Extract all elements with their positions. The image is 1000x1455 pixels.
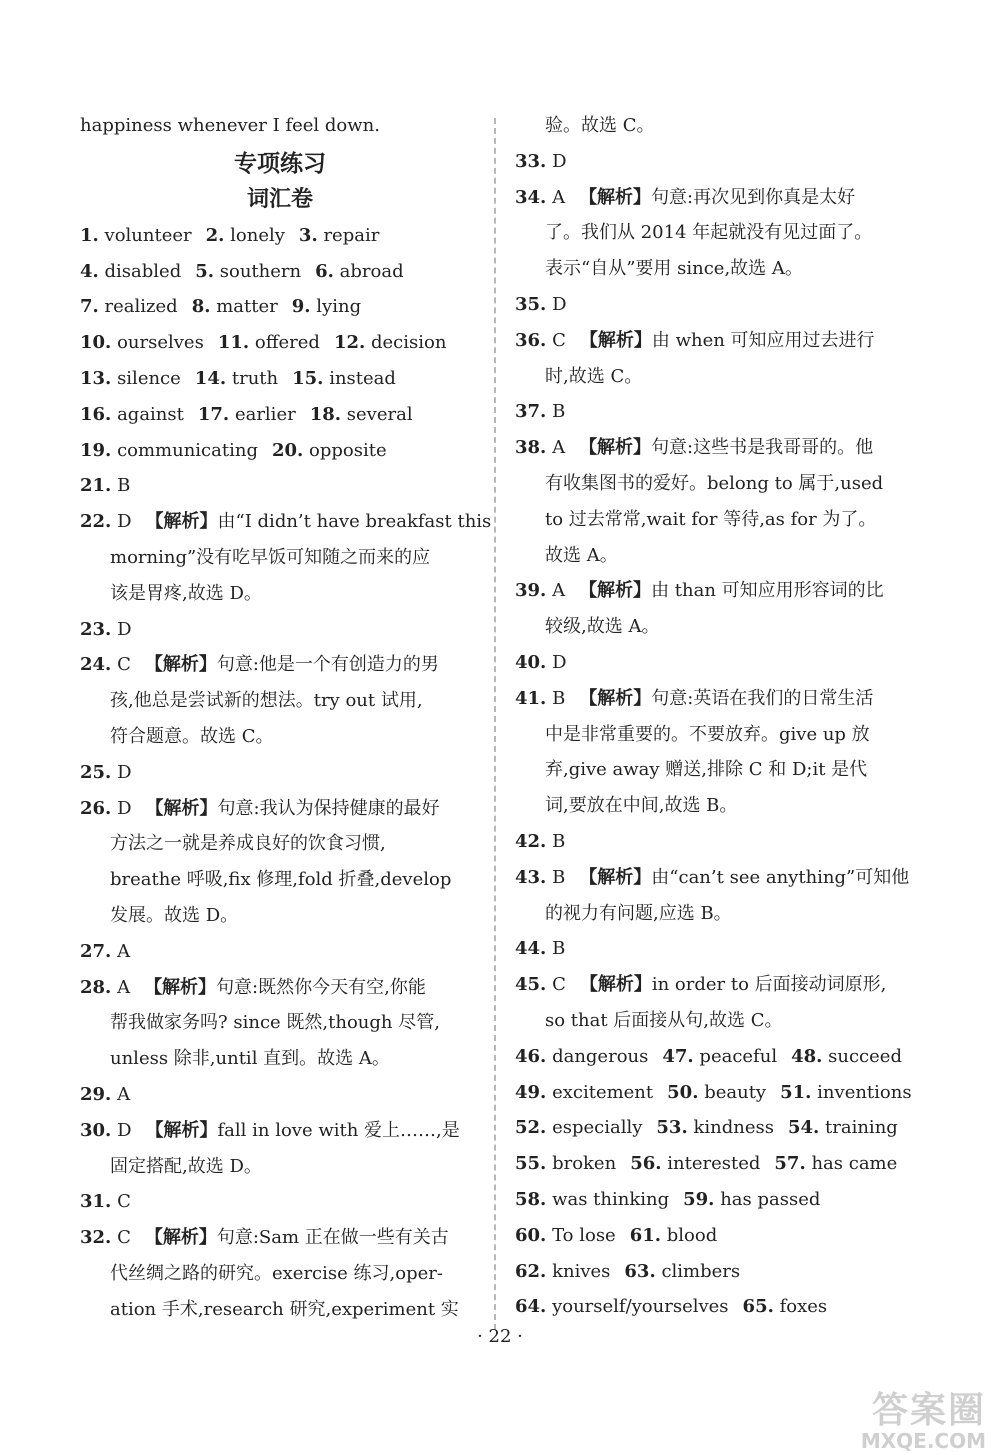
question-number: 22. bbox=[80, 511, 112, 533]
explanation-line: 句意:Sam 正在做一些有关古 bbox=[216, 1227, 449, 1249]
answer-item bbox=[515, 144, 915, 180]
answer-word: peaceful bbox=[699, 1045, 778, 1067]
question-number: 64. bbox=[515, 1296, 547, 1318]
question-number: 38. bbox=[515, 437, 547, 459]
question-number: 43. bbox=[515, 866, 547, 888]
answer-choice: B bbox=[552, 866, 566, 888]
question-number: 28. bbox=[80, 976, 112, 998]
explanation-line: 句意:他是一个有创造力的男 bbox=[216, 654, 439, 676]
question-number: 21. bbox=[80, 475, 112, 497]
answer-choice: D bbox=[117, 511, 132, 533]
analysis-tag: 【解析】 bbox=[145, 1119, 218, 1141]
answer-word: opposite bbox=[309, 439, 387, 461]
question-number: 32. bbox=[80, 1227, 112, 1249]
answer-word: communicating bbox=[117, 439, 258, 461]
right-column bbox=[515, 108, 915, 1325]
answer-item bbox=[515, 180, 915, 216]
answer-word: kindness bbox=[693, 1117, 774, 1139]
question-number: 33. bbox=[515, 150, 547, 172]
answer-item bbox=[80, 468, 480, 504]
question-number: 60. bbox=[515, 1224, 547, 1246]
question-number: 11. bbox=[217, 332, 250, 354]
question-number: 54. bbox=[787, 1117, 820, 1139]
answer-word: matter bbox=[216, 296, 278, 318]
explanation-line: 中是非常重要的。不要放弃。give up 放 bbox=[545, 723, 870, 745]
question-number: 42. bbox=[515, 830, 547, 852]
question-number: 56. bbox=[630, 1153, 662, 1175]
answer-choice: B bbox=[552, 830, 566, 852]
question-number: 65. bbox=[742, 1296, 774, 1318]
answer-item bbox=[80, 612, 480, 648]
question-number: 58. bbox=[515, 1188, 547, 1210]
explanation-line: 发展。故选 D。 bbox=[110, 904, 239, 926]
explanation-line: 由“I didn’t have breakfast this bbox=[217, 511, 492, 533]
explanation-line: 时,故选 C。 bbox=[545, 365, 643, 387]
question-number: 5. bbox=[195, 260, 215, 282]
answer-row bbox=[515, 1110, 915, 1146]
answer-word: succeed bbox=[828, 1045, 902, 1067]
answer-word: excitement bbox=[552, 1081, 654, 1103]
analysis-tag: 【解析】 bbox=[579, 329, 652, 351]
watermark-logo: 答案圈 MXQE.COM bbox=[860, 1390, 986, 1453]
page-number: · 22 · bbox=[477, 1326, 523, 1347]
answer-word: climbers bbox=[661, 1260, 741, 1282]
analysis-tag: 【解析】 bbox=[579, 687, 652, 709]
answer-choice: A bbox=[552, 580, 566, 602]
question-number: 35. bbox=[515, 293, 547, 315]
answer-word: ourselves bbox=[117, 332, 204, 354]
answer-choice: C bbox=[117, 1191, 131, 1213]
question-number: 31. bbox=[80, 1191, 112, 1213]
explanation-line: morning”没有吃早饭可知随之而来的应 bbox=[110, 546, 431, 568]
question-number: 29. bbox=[80, 1083, 112, 1105]
answer-item bbox=[80, 1113, 480, 1149]
explanation-line: ation 手术,research 研究,experiment 实 bbox=[110, 1298, 459, 1320]
answer-word: against bbox=[117, 403, 184, 425]
answer-word: beauty bbox=[704, 1081, 767, 1103]
answer-item bbox=[515, 573, 915, 609]
question-number: 16. bbox=[80, 403, 112, 425]
question-number: 18. bbox=[309, 403, 342, 425]
explanation-line: 弃,give away 赠送,排除 C 和 D;it 是代 bbox=[545, 759, 868, 781]
answer-word: realized bbox=[104, 296, 178, 318]
explanation-line: 固定搭配,故选 D。 bbox=[110, 1155, 262, 1177]
answer-row bbox=[515, 1075, 915, 1111]
answer-choice: C bbox=[117, 654, 131, 676]
explanation-line: 较级,故选 A。 bbox=[545, 616, 660, 638]
question-number: 47. bbox=[662, 1045, 694, 1067]
continued-text: happiness whenever I feel down. bbox=[80, 115, 380, 136]
answer-item bbox=[80, 755, 480, 791]
analysis-tag: 【解析】 bbox=[145, 797, 218, 819]
answer-word: training bbox=[825, 1117, 898, 1139]
answer-item bbox=[80, 1077, 480, 1113]
explanation-line: 方法之一就是养成良好的饮食习惯, bbox=[110, 833, 386, 855]
answer-row bbox=[515, 1039, 915, 1075]
answer-word: several bbox=[346, 403, 413, 425]
explanation-line: 孩,他总是尝试新的想法。try out 试用, bbox=[110, 690, 423, 712]
question-number: 37. bbox=[515, 401, 547, 423]
analysis-tag: 【解析】 bbox=[579, 580, 652, 602]
explanation-line: in order to 后面接动词原形, bbox=[651, 974, 887, 996]
answer-word: inventions bbox=[817, 1081, 912, 1103]
answer-choice: A bbox=[117, 976, 131, 998]
explanation-line: 该是胃疼,故选 D。 bbox=[110, 582, 262, 604]
explanation-line: 符合题意。故选 C。 bbox=[110, 725, 274, 747]
answer-choice: B bbox=[552, 938, 566, 960]
explanation-line: 句意:既然你今天有空,你能 bbox=[216, 976, 426, 998]
answer-row bbox=[80, 218, 480, 254]
answer-word: silence bbox=[117, 367, 181, 389]
answer-choice: B bbox=[552, 401, 566, 423]
answer-word: lonely bbox=[230, 224, 285, 246]
answer-item bbox=[80, 934, 480, 970]
answer-word: knives bbox=[552, 1260, 611, 1282]
question-number: 62. bbox=[515, 1260, 547, 1282]
question-number: 19. bbox=[80, 439, 112, 461]
answer-item bbox=[80, 1220, 480, 1256]
question-number: 25. bbox=[80, 761, 112, 783]
explanation-line: so that 后面接从句,故选 C。 bbox=[545, 1009, 783, 1031]
answer-choice: D bbox=[117, 797, 132, 819]
explanation-line: 帮我做家务吗? since 既然,though 尽管, bbox=[110, 1012, 440, 1034]
answer-word: yourself/yourselves bbox=[552, 1296, 729, 1318]
answer-row bbox=[80, 254, 480, 290]
question-number: 52. bbox=[515, 1117, 547, 1139]
answer-item bbox=[515, 860, 915, 896]
analysis-tag: 【解析】 bbox=[144, 976, 217, 998]
answer-word: decision bbox=[371, 332, 447, 354]
explanation-line: breathe 呼吸,fix 修理,fold 折叠,develop bbox=[110, 869, 452, 891]
answer-item bbox=[80, 647, 480, 683]
answer-row bbox=[80, 325, 480, 361]
subsection-title: 词汇卷 bbox=[246, 186, 313, 212]
answer-word: especially bbox=[552, 1117, 643, 1139]
explanation-line: 有收集图书的爱好。belong to 属于,used bbox=[545, 472, 884, 494]
question-number: 7. bbox=[80, 296, 99, 318]
question-number: 10. bbox=[80, 332, 112, 354]
question-number: 13. bbox=[80, 367, 112, 389]
question-number: 61. bbox=[629, 1224, 662, 1246]
question-number: 50. bbox=[667, 1081, 699, 1103]
question-number: 4. bbox=[80, 260, 99, 282]
question-number: 20. bbox=[271, 439, 304, 461]
answer-word: To lose bbox=[552, 1224, 616, 1246]
answer-item bbox=[515, 430, 915, 466]
answer-item bbox=[515, 287, 915, 323]
question-number: 46. bbox=[515, 1045, 547, 1067]
answer-choice: C bbox=[552, 329, 566, 351]
answer-choice: D bbox=[117, 618, 132, 640]
question-number: 26. bbox=[80, 797, 112, 819]
answer-choice: D bbox=[552, 150, 567, 172]
answer-word: southern bbox=[219, 260, 302, 282]
answer-items bbox=[515, 144, 915, 1039]
explanation-line: fall in love with 爱上……,是 bbox=[217, 1119, 460, 1141]
question-number: 57. bbox=[774, 1153, 806, 1175]
answer-word: dangerous bbox=[552, 1045, 649, 1067]
answer-choice: A bbox=[552, 437, 566, 459]
fill-in-answer-rows bbox=[515, 1039, 915, 1325]
answer-row bbox=[515, 1289, 915, 1325]
answer-row bbox=[515, 1182, 915, 1218]
question-number: 48. bbox=[791, 1045, 823, 1067]
answer-word: abroad bbox=[339, 260, 404, 282]
question-number: 23. bbox=[80, 618, 112, 640]
question-number: 15. bbox=[292, 367, 324, 389]
vocab-answer-rows bbox=[80, 218, 480, 469]
column-divider bbox=[494, 118, 496, 1330]
answer-word: offered bbox=[254, 332, 320, 354]
analysis-tag: 【解析】 bbox=[144, 1227, 217, 1249]
question-number: 24. bbox=[80, 654, 112, 676]
question-number: 49. bbox=[515, 1081, 547, 1103]
explanation-line: 代丝绸之路的研究。exercise 练习,oper- bbox=[110, 1262, 443, 1284]
question-number: 45. bbox=[515, 974, 547, 996]
answer-item bbox=[515, 681, 915, 717]
answer-item bbox=[80, 1184, 480, 1220]
answer-choice: C bbox=[552, 974, 566, 996]
explanation-line: unless 除非,until 直到。故选 A。 bbox=[110, 1048, 390, 1070]
question-number: 1. bbox=[80, 224, 99, 246]
question-number: 6. bbox=[315, 260, 334, 282]
question-number: 9. bbox=[291, 296, 311, 318]
answer-word: foxes bbox=[779, 1296, 828, 1318]
answer-item bbox=[515, 323, 915, 359]
question-number: 14. bbox=[194, 367, 227, 389]
question-number: 27. bbox=[80, 940, 112, 962]
explanation-line: 句意:这些书是我哥哥的。他 bbox=[651, 437, 874, 459]
question-number: 17. bbox=[197, 403, 230, 425]
analysis-tag: 【解析】 bbox=[579, 186, 652, 208]
analysis-tag: 【解析】 bbox=[144, 654, 217, 676]
answer-row bbox=[80, 289, 480, 325]
question-number: 41. bbox=[515, 687, 547, 709]
answer-item bbox=[515, 394, 915, 430]
answer-row bbox=[515, 1218, 915, 1254]
answer-item bbox=[80, 791, 480, 827]
answer-choice: D bbox=[552, 293, 567, 315]
answer-choice: D bbox=[117, 761, 132, 783]
explanation-line: 表示“自从”要用 since,故选 A。 bbox=[545, 258, 803, 280]
answer-choice: C bbox=[117, 1227, 131, 1249]
question-number: 3. bbox=[298, 224, 318, 246]
answer-item bbox=[515, 824, 915, 860]
question-number: 8. bbox=[191, 296, 211, 318]
answer-item bbox=[515, 645, 915, 681]
question-number: 51. bbox=[780, 1081, 812, 1103]
question-number: 12. bbox=[333, 332, 366, 354]
question-number: 63. bbox=[624, 1260, 656, 1282]
question-number: 36. bbox=[515, 329, 547, 351]
explanation-line: 故选 A。 bbox=[545, 544, 618, 566]
question-number: 39. bbox=[515, 580, 547, 602]
answer-word: truth bbox=[231, 367, 279, 389]
answer-word: has passed bbox=[720, 1188, 821, 1210]
question-number: 34. bbox=[515, 186, 547, 208]
explanation-line: 由“can’t see anything”可知他 bbox=[651, 866, 910, 888]
section-title: 专项练习 bbox=[234, 150, 326, 177]
answer-word: earlier bbox=[234, 403, 296, 425]
answer-word: lying bbox=[316, 296, 362, 318]
answer-word: volunteer bbox=[104, 224, 192, 246]
question-number: 30. bbox=[80, 1119, 112, 1141]
analysis-tag: 【解析】 bbox=[145, 511, 218, 533]
explanation-line: 句意:英语在我们的日常生活 bbox=[651, 687, 874, 709]
answer-row bbox=[515, 1254, 915, 1290]
explanation-line: 词,要放在中间,故选 B。 bbox=[545, 795, 738, 817]
answer-choice: B bbox=[117, 475, 131, 497]
answer-item bbox=[80, 504, 492, 540]
continued-text: 验。故选 C。 bbox=[545, 115, 655, 136]
answer-word: interested bbox=[667, 1153, 761, 1175]
answer-word: has came bbox=[811, 1153, 898, 1175]
answer-word: repair bbox=[323, 224, 380, 246]
answer-row bbox=[515, 1146, 915, 1182]
question-number: 55. bbox=[515, 1153, 547, 1175]
question-number: 44. bbox=[515, 938, 547, 960]
answer-row bbox=[80, 397, 480, 433]
answer-item bbox=[515, 967, 915, 1003]
answer-item bbox=[80, 970, 480, 1006]
answer-word: disabled bbox=[104, 260, 182, 282]
answer-word: instead bbox=[329, 367, 396, 389]
answer-choice: A bbox=[117, 1083, 131, 1105]
answer-word: broken bbox=[552, 1153, 617, 1175]
analysis-tag: 【解析】 bbox=[579, 437, 652, 459]
answer-choice: B bbox=[552, 687, 566, 709]
left-column bbox=[80, 108, 492, 1328]
explanation-line: 的视力有问题,应选 B。 bbox=[545, 902, 732, 924]
answer-word: blood bbox=[666, 1224, 718, 1246]
question-number: 59. bbox=[683, 1188, 715, 1210]
answer-choice: A bbox=[552, 186, 566, 208]
question-number: 53. bbox=[656, 1117, 688, 1139]
explanation-line: 句意:我认为保持健康的最好 bbox=[217, 797, 440, 819]
answer-row bbox=[80, 361, 480, 397]
question-number: 40. bbox=[515, 651, 547, 673]
explanation-line: 由 when 可知应用过去进行 bbox=[651, 329, 875, 351]
answer-row bbox=[80, 433, 480, 469]
explanation-line: to 过去常常,wait for 等待,as for 为了。 bbox=[545, 508, 877, 530]
answer-item bbox=[515, 931, 915, 967]
explanation-line: 了。我们从 2014 年起就没有见过面了。 bbox=[545, 222, 873, 244]
answer-choice: D bbox=[552, 651, 567, 673]
analysis-tag: 【解析】 bbox=[579, 866, 652, 888]
answer-word: was thinking bbox=[552, 1188, 670, 1210]
answer-choice: D bbox=[117, 1119, 132, 1141]
answer-items bbox=[80, 468, 492, 1327]
explanation-line: 由 than 可知应用形容词的比 bbox=[651, 580, 884, 602]
analysis-tag: 【解析】 bbox=[579, 974, 652, 996]
question-number: 2. bbox=[205, 224, 225, 246]
explanation-line: 句意:再次见到你真是太好 bbox=[651, 186, 856, 208]
answer-choice: A bbox=[117, 940, 131, 962]
